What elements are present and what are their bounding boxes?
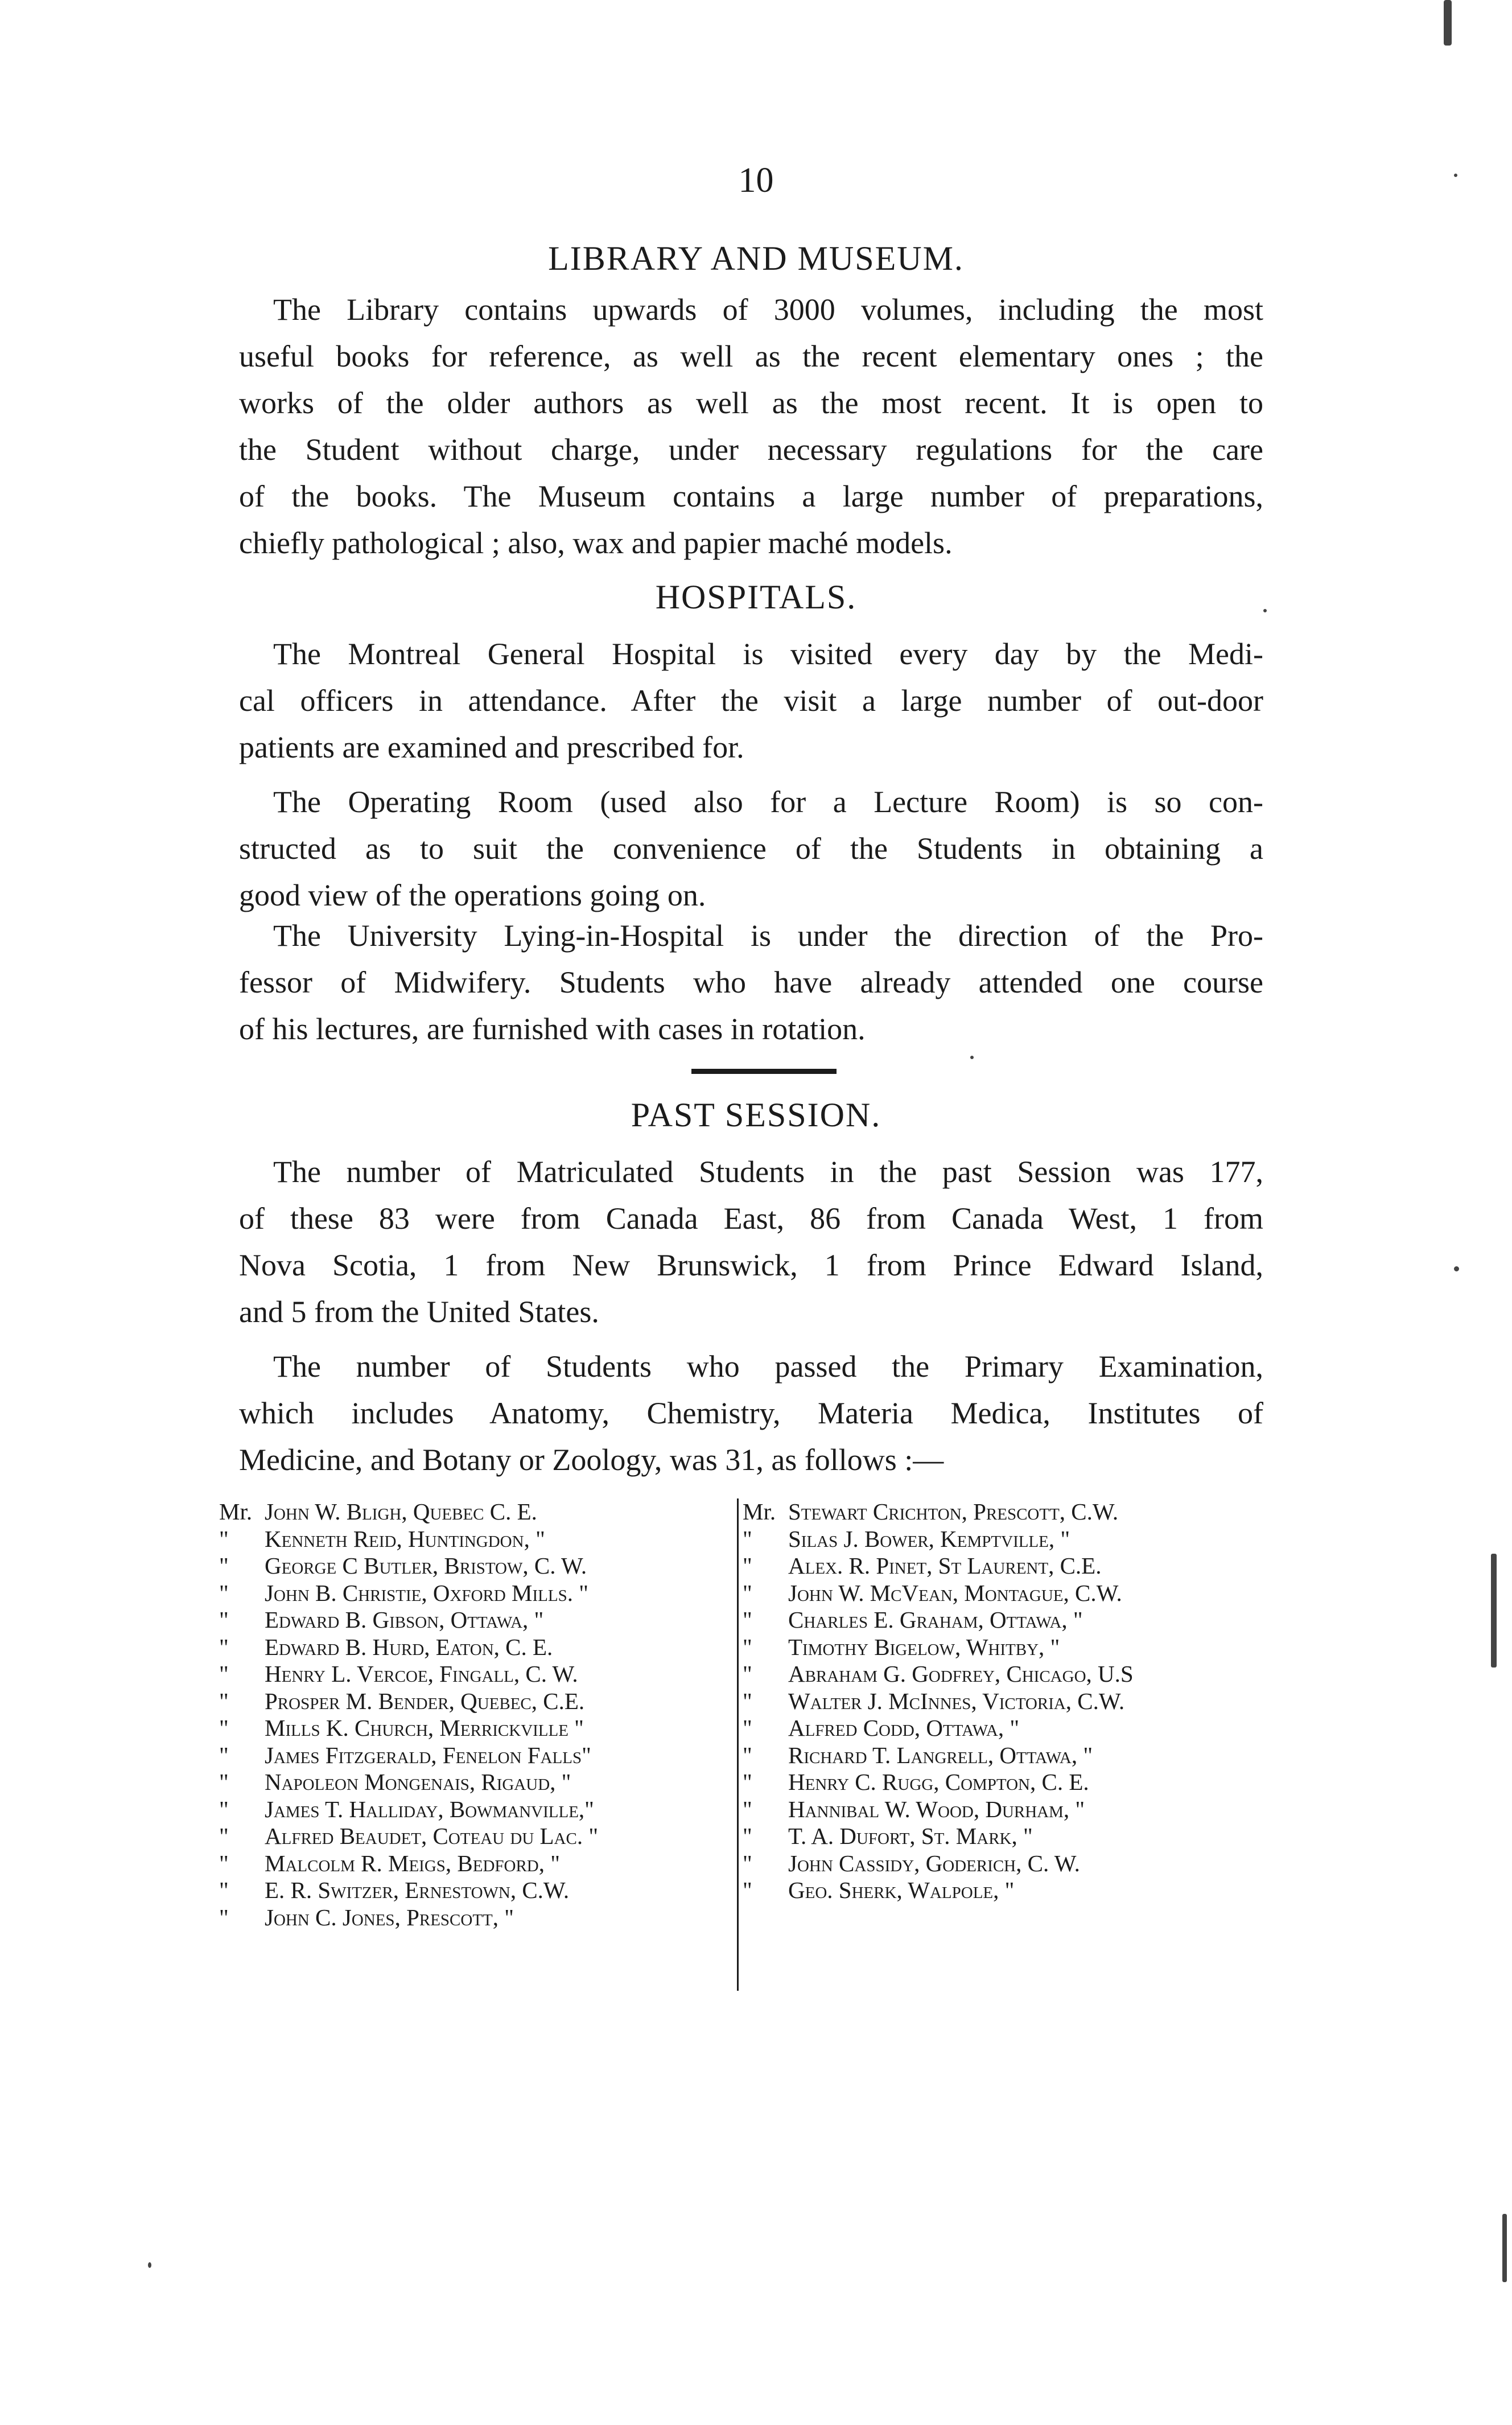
hospitals-line: of his lectures, are furnished with cases in rotation. bbox=[239, 1012, 866, 1046]
student-row bbox=[743, 1823, 1263, 1850]
page-number: 10 bbox=[738, 161, 774, 200]
hospitals-line: fessor of Midwifery. Students who have already attended one course bbox=[239, 965, 1263, 999]
student-prefix: " bbox=[219, 1769, 229, 1795]
student-row bbox=[743, 1526, 1263, 1553]
student-entry: Abraham G. Godfrey, Chicago, U.S bbox=[788, 1661, 1134, 1687]
student-row bbox=[743, 1661, 1263, 1688]
student-row bbox=[219, 1769, 731, 1796]
student-entry: Silas J. Bower, Kemptville, " bbox=[788, 1525, 1070, 1552]
student-entry: John C. Jones, Prescott, " bbox=[265, 1904, 514, 1930]
student-row bbox=[743, 1796, 1263, 1823]
student-row bbox=[219, 1904, 731, 1932]
student-row bbox=[219, 1796, 731, 1823]
student-prefix: " bbox=[219, 1741, 229, 1768]
student-entry: Edward B. Gibson, Ottawa, " bbox=[265, 1607, 544, 1633]
student-row bbox=[219, 1877, 731, 1904]
student-entry: Richard T. Langrell, Ottawa, " bbox=[788, 1741, 1093, 1768]
library-line: works of the older authors as well as the most recent. It is open to bbox=[239, 386, 1263, 420]
student-prefix: " bbox=[219, 1633, 229, 1660]
scan-speck bbox=[1454, 174, 1457, 177]
student-entry: Henry L. Vercoe, Fingall, C. W. bbox=[265, 1661, 578, 1687]
student-row bbox=[219, 1661, 731, 1688]
hospitals-line: The Montreal General Hospital is visited every day by the Medi- bbox=[273, 637, 1263, 671]
past-session-line: and 5 from the United States. bbox=[239, 1295, 599, 1329]
hospitals-heading: HOSPITALS. bbox=[655, 578, 857, 616]
scan-speck bbox=[970, 1056, 974, 1059]
student-row bbox=[219, 1823, 731, 1850]
student-entry: John W. McVean, Montague, C.W. bbox=[788, 1579, 1122, 1606]
student-entry: T. A. Dufort, St. Mark, " bbox=[788, 1823, 1033, 1849]
student-row bbox=[743, 1877, 1263, 1904]
student-row bbox=[219, 1688, 731, 1715]
student-row bbox=[743, 1715, 1263, 1742]
student-prefix: Mr. bbox=[219, 1498, 253, 1525]
student-prefix: " bbox=[219, 1525, 229, 1552]
past-session-line: Medicine, and Botany or Zoology, was 31, as follows :— bbox=[239, 1443, 944, 1477]
student-row bbox=[743, 1688, 1263, 1715]
past-session-line: The number of Students who passed the Primary Examination, bbox=[273, 1349, 1263, 1384]
student-row bbox=[743, 1553, 1263, 1580]
scan-speck bbox=[148, 2262, 151, 2268]
scan-mark bbox=[1502, 2214, 1507, 2282]
student-row bbox=[219, 1634, 731, 1661]
student-prefix: " bbox=[219, 1607, 229, 1633]
student-entry: Timothy Bigelow, Whitby, " bbox=[788, 1633, 1060, 1660]
library-line: the Student without charge, under necessary regulations for the care bbox=[239, 433, 1263, 467]
student-entry: Malcolm R. Meigs, Bedford, " bbox=[265, 1850, 560, 1876]
scan-mark bbox=[1491, 1554, 1497, 1668]
past-session-line: The number of Matriculated Students in the past Session was 177, bbox=[273, 1155, 1263, 1189]
student-prefix: " bbox=[743, 1687, 752, 1714]
scan-mark bbox=[1444, 0, 1452, 46]
section-divider-rule bbox=[691, 1069, 837, 1074]
library-line: The Library contains upwards of 3000 volumes, including the most bbox=[273, 293, 1263, 327]
student-prefix: " bbox=[743, 1579, 752, 1606]
student-row bbox=[743, 1607, 1263, 1634]
student-prefix: " bbox=[743, 1823, 752, 1849]
student-prefix: " bbox=[743, 1741, 752, 1768]
library-heading: LIBRARY AND MUSEUM. bbox=[548, 240, 964, 277]
student-prefix: " bbox=[219, 1904, 229, 1930]
hospitals-line: patients are examined and prescribed for. bbox=[239, 730, 744, 764]
student-row bbox=[219, 1850, 731, 1878]
student-entry: Alex. R. Pinet, St Laurent, C.E. bbox=[788, 1553, 1102, 1579]
library-line: chiefly pathological ; also, wax and papier maché models. bbox=[239, 526, 953, 560]
column-divider bbox=[737, 1498, 739, 1991]
hospitals-line: The Operating Room (used also for a Lecture Room) is so con- bbox=[273, 785, 1263, 819]
scan-speck bbox=[1454, 1266, 1459, 1271]
hospitals-line: good view of the operations going on. bbox=[239, 878, 706, 912]
student-entry: James Fitzgerald, Fenelon Falls" bbox=[265, 1741, 591, 1768]
student-row bbox=[219, 1498, 731, 1526]
student-entry: George C Butler, Bristow, C. W. bbox=[265, 1553, 587, 1579]
student-row bbox=[219, 1553, 731, 1580]
student-prefix: " bbox=[219, 1687, 229, 1714]
student-prefix: Mr. bbox=[743, 1498, 776, 1525]
student-row bbox=[219, 1580, 731, 1607]
student-row bbox=[743, 1769, 1263, 1796]
hospitals-line: structed as to suit the convenience of the Students in obtaining a bbox=[239, 831, 1263, 866]
student-row bbox=[219, 1715, 731, 1742]
student-row bbox=[219, 1742, 731, 1769]
student-row bbox=[743, 1634, 1263, 1661]
student-entry: Stewart Crichton, Prescott, C.W. bbox=[788, 1498, 1119, 1525]
student-prefix: " bbox=[743, 1607, 752, 1633]
student-entry: John W. Bligh, Quebec C. E. bbox=[265, 1498, 537, 1525]
student-entry: Walter J. McInnes, Victoria, C.W. bbox=[788, 1687, 1125, 1714]
student-entry: Geo. Sherk, Walpole, " bbox=[788, 1877, 1015, 1903]
student-entry: E. R. Switzer, Ernestown, C.W. bbox=[265, 1877, 570, 1903]
student-prefix: " bbox=[743, 1553, 752, 1579]
student-prefix: " bbox=[219, 1553, 229, 1579]
student-entry: Alfred Codd, Ottawa, " bbox=[788, 1715, 1020, 1741]
student-row bbox=[743, 1580, 1263, 1607]
student-entry: Napoleon Mongenais, Rigaud, " bbox=[265, 1769, 571, 1795]
student-entry: Prosper M. Bender, Quebec, C.E. bbox=[265, 1687, 585, 1714]
past-session-heading: PAST SESSION. bbox=[631, 1096, 881, 1134]
hospitals-line: The University Lying-in-Hospital is under the direction of the Pro- bbox=[273, 919, 1263, 953]
student-prefix: " bbox=[743, 1661, 752, 1687]
student-row bbox=[219, 1607, 731, 1634]
student-row bbox=[219, 1526, 731, 1553]
student-prefix: " bbox=[743, 1850, 752, 1876]
student-entry: Kenneth Reid, Huntingdon, " bbox=[265, 1525, 545, 1552]
student-entry: Edward B. Hurd, Eaton, C. E. bbox=[265, 1633, 553, 1660]
student-entry: Alfred Beaudet, Coteau du Lac. " bbox=[265, 1823, 599, 1849]
student-prefix: " bbox=[743, 1877, 752, 1903]
student-row bbox=[743, 1742, 1263, 1769]
student-entry: John B. Christie, Oxford Mills. " bbox=[265, 1579, 588, 1606]
student-list-right bbox=[743, 1498, 1263, 1904]
student-entry: James T. Halliday, Bowmanville," bbox=[265, 1796, 594, 1822]
student-prefix: " bbox=[743, 1769, 752, 1795]
student-prefix: " bbox=[743, 1633, 752, 1660]
student-entry: Charles E. Graham, Ottawa, " bbox=[788, 1607, 1083, 1633]
student-entry: Henry C. Rugg, Compton, C. E. bbox=[788, 1769, 1089, 1795]
student-prefix: " bbox=[219, 1796, 229, 1822]
hospitals-line: cal officers in attendance. After the visit a large number of out-door bbox=[239, 684, 1263, 718]
library-line: of the books. The Museum contains a large number of preparations, bbox=[239, 479, 1263, 513]
student-list-left bbox=[219, 1498, 731, 1931]
student-prefix: " bbox=[219, 1850, 229, 1876]
past-session-line: of these 83 were from Canada East, 86 from Canada West, 1 from bbox=[239, 1201, 1263, 1236]
student-prefix: " bbox=[219, 1579, 229, 1606]
student-prefix: " bbox=[219, 1877, 229, 1903]
past-session-line: which includes Anatomy, Chemistry, Materia Medica, Institutes of bbox=[239, 1396, 1263, 1430]
student-entry: Mills K. Church, Merrickville " bbox=[265, 1715, 584, 1741]
student-row bbox=[743, 1498, 1263, 1526]
library-line: useful books for reference, as well as the recent elementary ones ; the bbox=[239, 339, 1263, 373]
student-prefix: " bbox=[743, 1715, 752, 1741]
student-row bbox=[743, 1850, 1263, 1878]
student-entry: Hannibal W. Wood, Durham, " bbox=[788, 1796, 1085, 1822]
student-prefix: " bbox=[219, 1715, 229, 1741]
past-session-line: Nova Scotia, 1 from New Brunswick, 1 from Prince Edward Island, bbox=[239, 1248, 1263, 1282]
scan-speck bbox=[1263, 609, 1267, 612]
student-entry: John Cassidy, Goderich, C. W. bbox=[788, 1850, 1080, 1876]
student-prefix: " bbox=[743, 1525, 752, 1552]
student-prefix: " bbox=[743, 1796, 752, 1822]
student-prefix: " bbox=[219, 1661, 229, 1687]
student-prefix: " bbox=[219, 1823, 229, 1849]
